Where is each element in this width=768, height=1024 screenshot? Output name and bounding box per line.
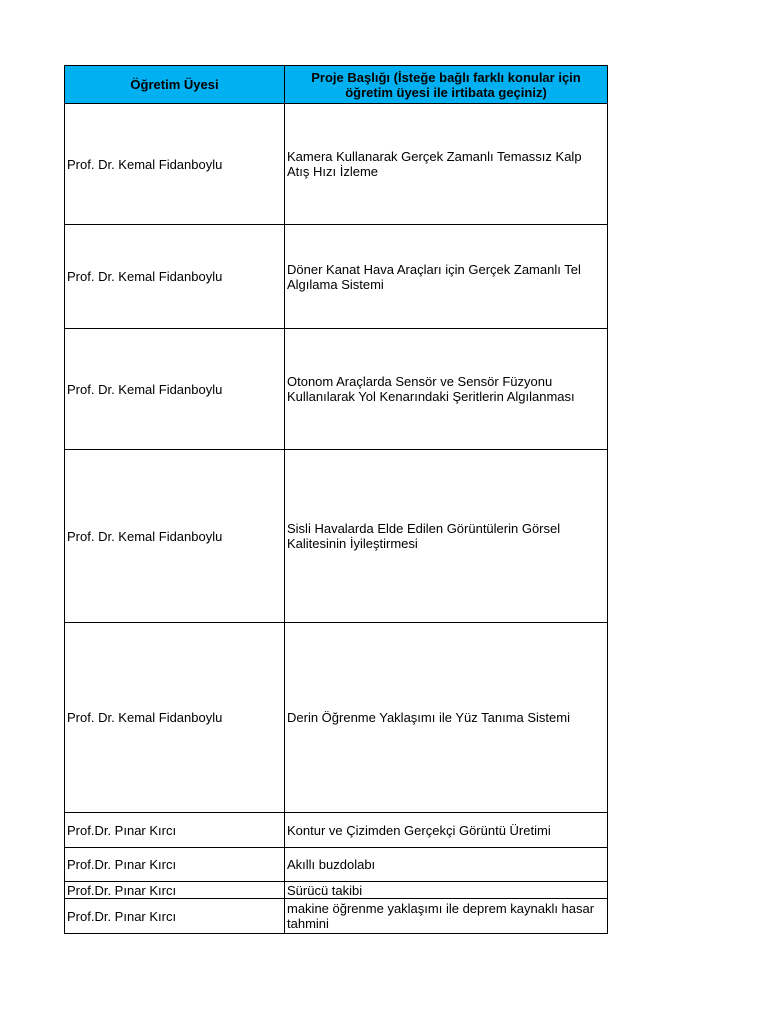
project-title-cell: Sisli Havalarda Elde Edilen Görüntülerin Görsel Kalitesinin İyileştirmesi	[285, 450, 608, 623]
table-row	[65, 813, 608, 848]
project-title-cell: Kontur ve Çizimden Gerçekçi Görüntü Üretimi	[285, 813, 608, 848]
table-row	[65, 329, 608, 450]
instructor-cell: Prof. Dr. Kemal Fidanboylu	[65, 450, 285, 623]
project-title-cell: Otonom Araçlarda Sensör ve Sensör Füzyonu Kullanılarak Yol Kenarındaki Şeritlerin Algılanması	[285, 329, 608, 450]
table-row	[65, 104, 608, 225]
table-row	[65, 848, 608, 882]
table-row	[65, 225, 608, 329]
project-table	[64, 65, 608, 934]
project-title-cell: Sürücü takibi	[285, 882, 608, 899]
project-title-cell: Kamera Kullanarak Gerçek Zamanlı Temassız Kalp Atış Hızı İzleme	[285, 104, 608, 225]
instructor-cell: Prof. Dr. Kemal Fidanboylu	[65, 225, 285, 329]
project-title-cell: makine öğrenme yaklaşımı ile deprem kaynaklı hasar tahmini	[285, 899, 608, 934]
project-title-cell: Derin Öğrenme Yaklaşımı ile Yüz Tanıma Sistemi	[285, 623, 608, 813]
project-title-cell: Akıllı buzdolabı	[285, 848, 608, 882]
instructor-cell: Prof.Dr. Pınar Kırcı	[65, 899, 285, 934]
header-row	[65, 66, 608, 104]
instructor-cell: Prof. Dr. Kemal Fidanboylu	[65, 329, 285, 450]
instructor-cell: Prof. Dr. Kemal Fidanboylu	[65, 623, 285, 813]
header-project-title: Proje Başlığı (İsteğe bağlı farklı konular için öğretim üyesi ile irtibata geçiniz)	[285, 66, 608, 104]
project-title-cell: Döner Kanat Hava Araçları için Gerçek Zamanlı Tel Algılama Sistemi	[285, 225, 608, 329]
instructor-cell: Prof.Dr. Pınar Kırcı	[65, 882, 285, 899]
header-instructor: Öğretim Üyesi	[65, 66, 285, 104]
table-row	[65, 623, 608, 813]
table-row	[65, 899, 608, 934]
instructor-cell: Prof. Dr. Kemal Fidanboylu	[65, 104, 285, 225]
table-row	[65, 882, 608, 899]
instructor-cell: Prof.Dr. Pınar Kırcı	[65, 848, 285, 882]
table-row	[65, 450, 608, 623]
instructor-cell: Prof.Dr. Pınar Kırcı	[65, 813, 285, 848]
